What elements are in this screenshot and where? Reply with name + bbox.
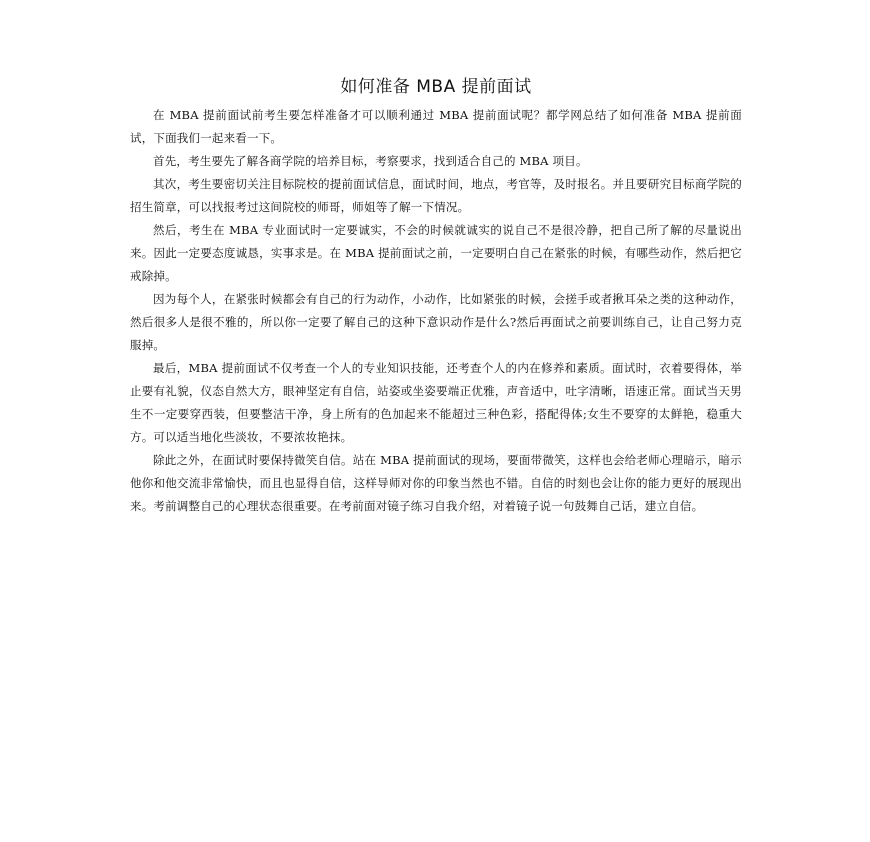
paragraph-first: 首先，考生要先了解各商学院的培养目标，考察要求，找到适合自己的 MBA 项目。: [153, 154, 588, 168]
paragraph-intro: 在 MBA 提前面试前考生要怎样准备才可以顺利通过 MBA 提前面试呢？都学网总结了如何准备 MBA 提前面试，下面我们一起来看一下。: [130, 108, 742, 145]
paragraph-nervous-habits: 因为每个人，在紧张时候都会有自己的行为动作，小动作，比如紧张的时候，会搓手或者揪耳朵之类的这种动作，然后很多人是很不雅的，所以你一定要了解自己的这种下意识动作是什么?然后再面试之前要训练自己，让自己努力克服掉。: [130, 292, 742, 352]
document-title: 如何准备 MBA 提前面试: [340, 77, 532, 97]
paragraph-then: 然后，考生在 MBA 专业面试时一定要诚实，不会的时候就诚实的说自己不是很冷静，把自己所了解的尽量说出来。因此一定要态度诚恳，实事求是。在 MBA 提前面试之前，一定要明白自己在紧张的时候，有哪些动作，然后把它戒除掉。: [130, 223, 742, 283]
paragraph-second: 其次，考生要密切关注目标院校的提前面试信息，面试时间，地点，考官等，及时报名。并且要研究目标商学院的招生简章，可以找报考过这间院校的师哥，师姐等了解一下情况。: [130, 177, 742, 214]
paragraph-confidence: 除此之外，在面试时要保持微笑自信。站在 MBA 提前面试的现场，要面带微笑，这样也会给老师心理暗示，暗示他你和他交流非常愉快，而且也显得自信，这样导师对你的印象当然也不错。自信的时刻也会让你的能力更好的展现出来。考前调整自己的心理状态很重要。在考前面对镜子练习自我介绍，对着镜子说一句鼓舞自己话，建立自信。: [130, 453, 742, 513]
paragraph-finally: 最后，MBA 提前面试不仅考查一个人的专业知识技能，还考查个人的内在修养和素质。面试时，衣着要得体，举止要有礼貌，仪态自然大方，眼神坚定有自信，站姿或坐姿要端正优雅，声音适中，吐字清晰，语速正常。面试当天男生不一定要穿西装，但要整洁干净，身上所有的色加起来不能超过三种色彩，搭配得体;女生不要穿的太鲜艳，稳重大方。可以适当地化些淡妆，不要浓妆艳抹。: [130, 361, 742, 444]
document-page: [130, 76, 742, 518]
